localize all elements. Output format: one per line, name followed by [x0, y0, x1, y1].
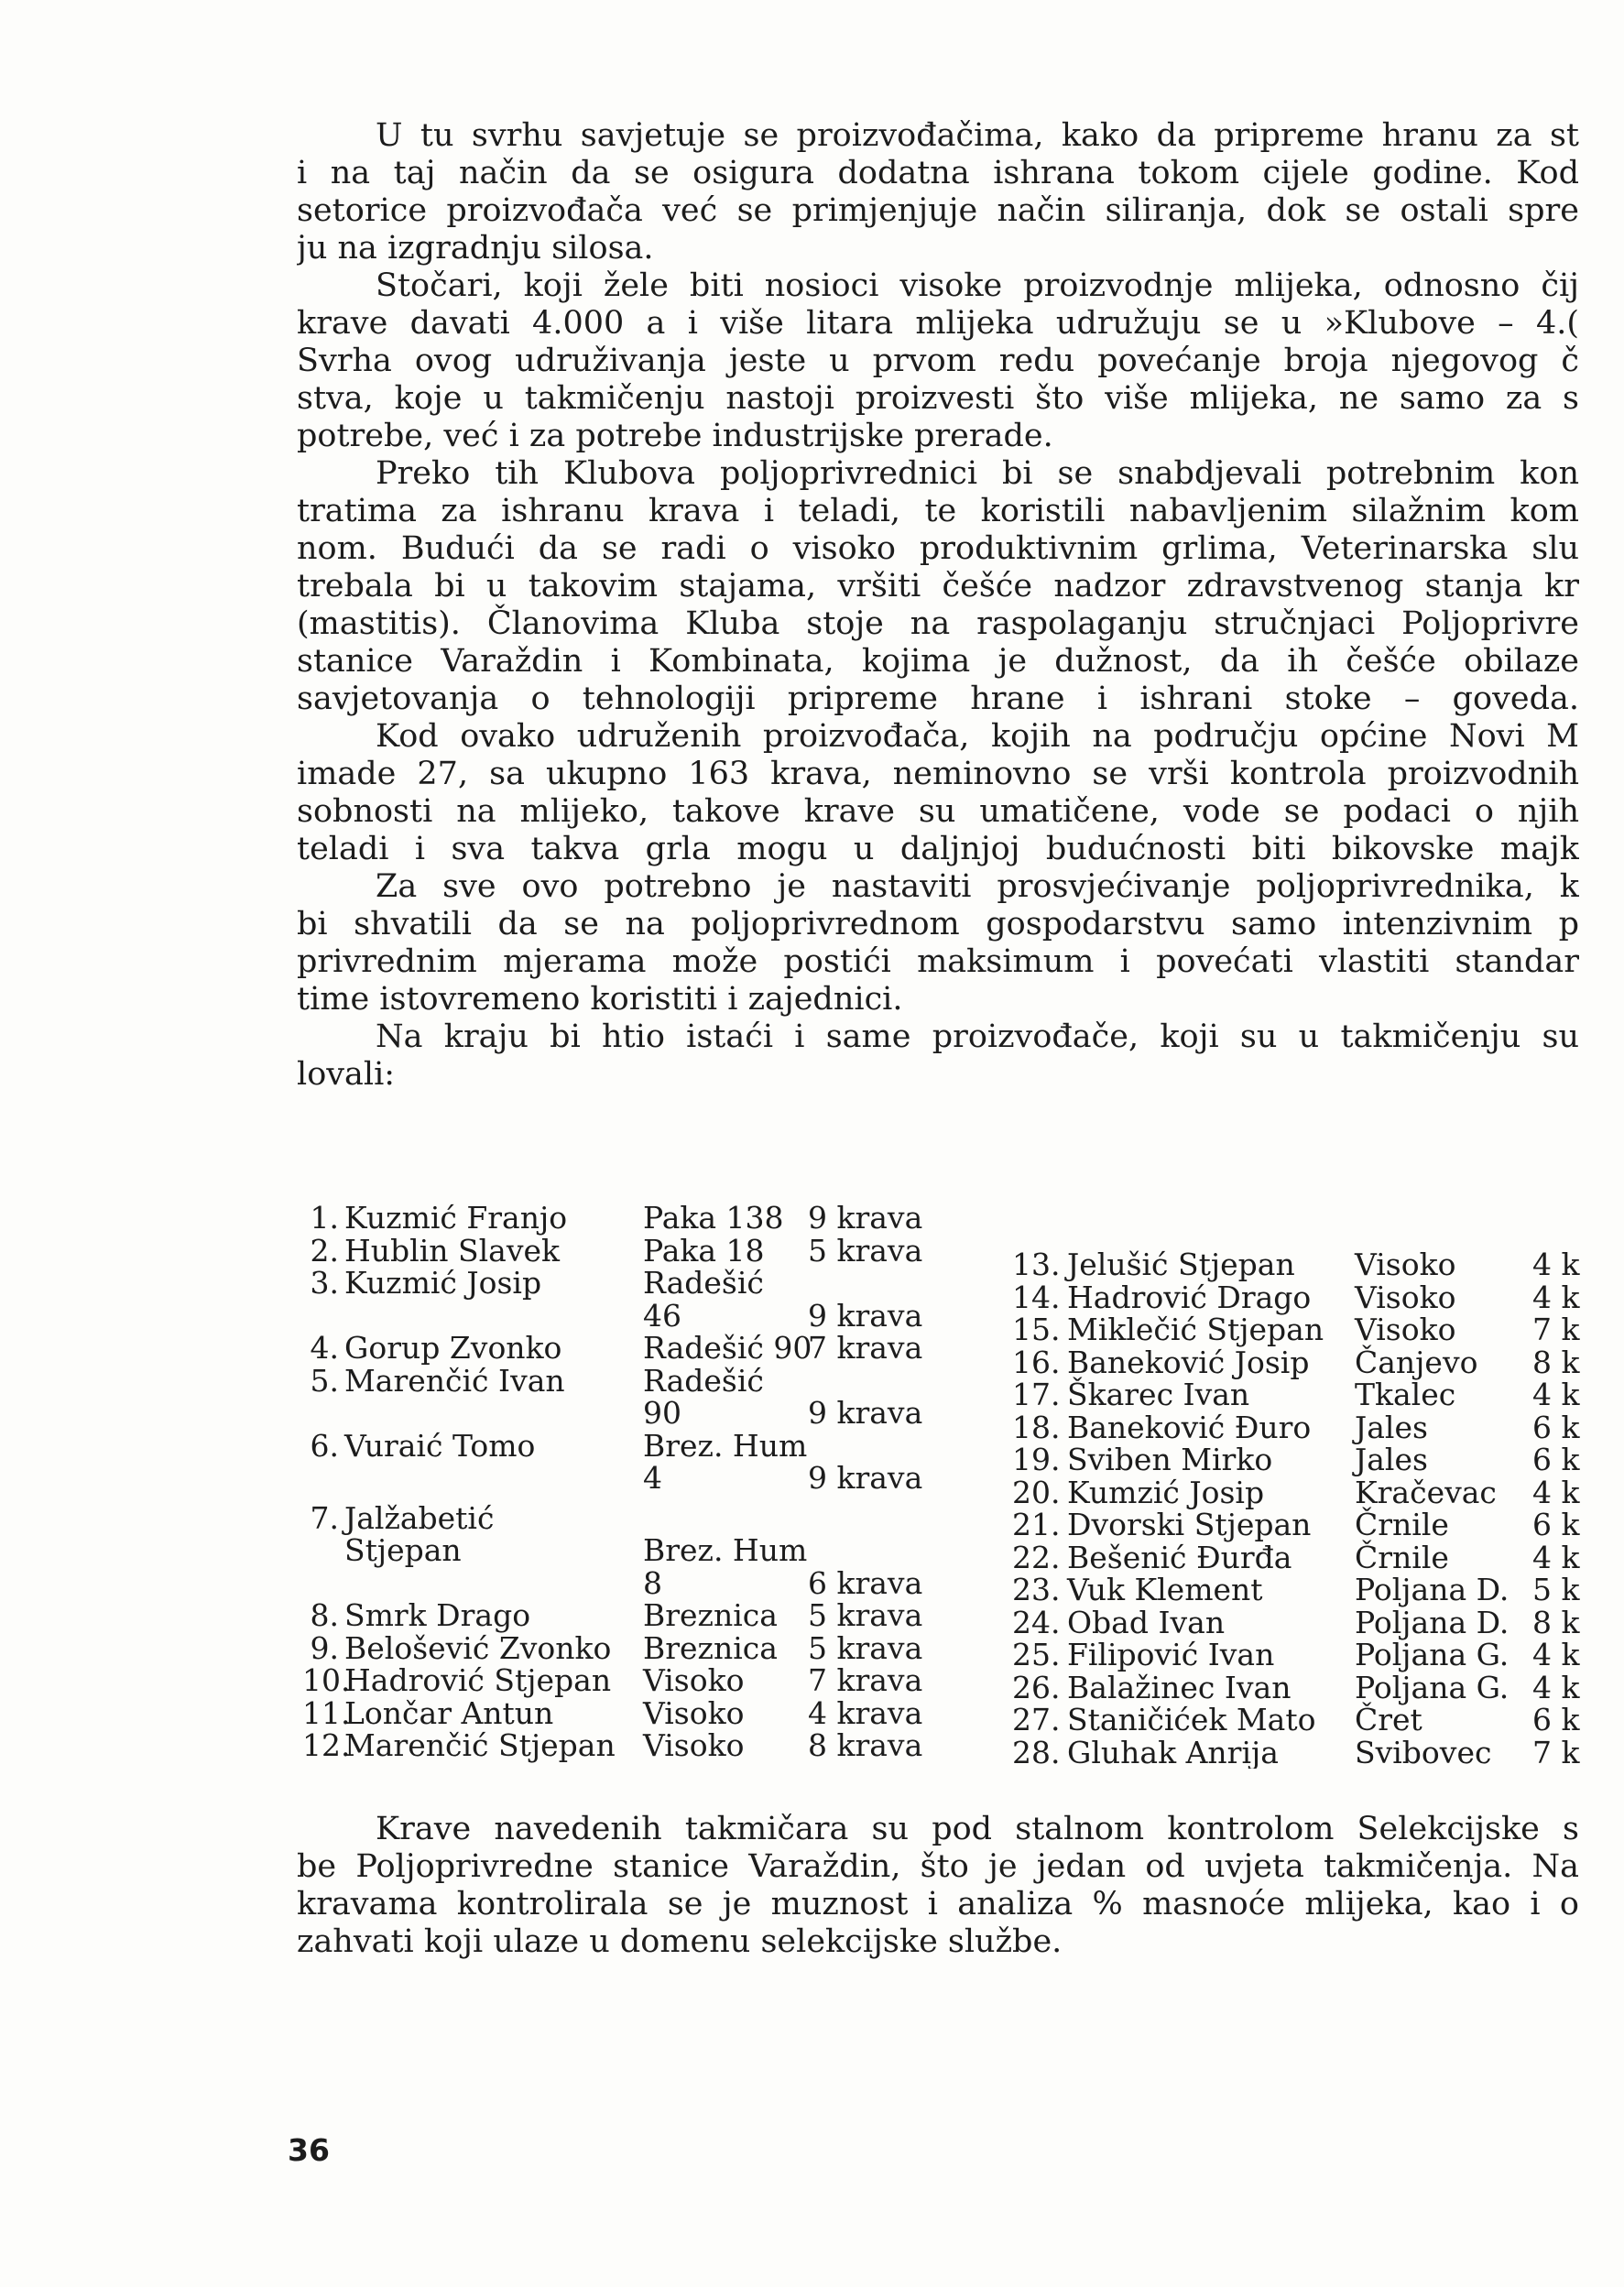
- list-place: Črnile: [1355, 1539, 1449, 1575]
- text-line: sobnosti na mlijeko, takove krave su umatičene, vode se podaci o njih: [297, 793, 1579, 830]
- list-place: Jales: [1355, 1409, 1428, 1445]
- list-place: Radešić: [643, 1362, 764, 1399]
- list-name: Hadrović Stjepan: [344, 1662, 612, 1698]
- list-count: 7 k: [1532, 1734, 1580, 1769]
- list-number: 25.: [1012, 1637, 1061, 1672]
- list-count: 4 k: [1532, 1279, 1580, 1315]
- list-number: 24.: [1012, 1604, 1061, 1640]
- list-place: Paka 138: [643, 1200, 784, 1236]
- list-count: 4 krava: [808, 1694, 923, 1731]
- text-line: U tu svrhu savjetuje se proizvođačima, kako da pripreme hranu za st: [376, 117, 1579, 154]
- list-place: Čanjevo: [1355, 1344, 1478, 1380]
- text-line: Svrha ovog udruživanja jeste u prvom redu povećanje broja njegovog č: [297, 343, 1579, 379]
- text-line: trebala bi u takovim stajama, vršiti češće nadzor zdravstvenog stanja kr: [297, 568, 1579, 604]
- list-name: Lončar Antun: [344, 1694, 554, 1731]
- list-count: 5 k: [1532, 1572, 1580, 1607]
- list-name: Vuraić Tomo: [344, 1427, 536, 1464]
- text-line: setorice proizvođača već se primjenjuje način siliranja, dok se ostali spre: [297, 192, 1579, 229]
- list-name: Gluhak Anrija: [1067, 1734, 1279, 1769]
- text-line: tratima za ishranu krava i teladi, te koristili nabavljenim silažnim kom: [297, 493, 1579, 529]
- list-item: [1012, 1281, 1624, 1314]
- list-number: 3.: [310, 1265, 339, 1301]
- body-text-bottom: [297, 1811, 1579, 1961]
- list-place: Poljana D.: [1355, 1572, 1510, 1607]
- text-line: (mastitis). Članovima Kluba stoje na raspolaganju stručnjaci Poljoprivre: [297, 605, 1579, 642]
- list-count: 7 krava: [808, 1330, 923, 1366]
- list-count: 9 krava: [808, 1297, 923, 1334]
- list-name: Marenčić Stjepan: [344, 1727, 616, 1763]
- list-place: Visoko: [643, 1662, 745, 1698]
- text-line: time istovremeno koristiti i zajednici.: [297, 981, 903, 1018]
- list-item: [302, 1297, 962, 1334]
- list-place: 4: [643, 1460, 662, 1496]
- text-line: ju na izgradnju silosa.: [297, 230, 654, 267]
- text-line: be Poljoprivredne stanice Varaždin, što je jedan od uvjeta takmičenja. Na: [297, 1848, 1579, 1885]
- list-count: 9 krava: [808, 1395, 923, 1431]
- list-number: 15.: [1012, 1312, 1061, 1347]
- list-count: 6 k: [1532, 1702, 1580, 1737]
- list-item: [302, 1232, 962, 1269]
- text-line: savjetovanja o tehnologiji pripreme hrane i ishrani stoke – goveda.: [297, 681, 1579, 717]
- list-number: 26.: [1012, 1669, 1061, 1705]
- list-count: 6 k: [1532, 1507, 1580, 1542]
- list-item: [1012, 1476, 1624, 1509]
- list-item: [302, 1202, 962, 1235]
- list-item: [1012, 1669, 1624, 1705]
- list-item: [1012, 1411, 1624, 1444]
- text-line: privrednim mjerama može postići maksimum i povećati vlastiti standar: [297, 943, 1579, 980]
- text-line: krave davati 4.000 a i više litara mlijeka udružuju se u »Klubove – 4.(: [297, 305, 1579, 342]
- list-number: 10.: [302, 1662, 351, 1698]
- list-count: 4 k: [1532, 1669, 1580, 1705]
- text-line: Preko tih Klubova poljoprivrednici bi se snabdjevali potrebnim kon: [376, 455, 1579, 492]
- list-name: Smrk Drago: [344, 1597, 531, 1633]
- list-count: 6 k: [1532, 1442, 1580, 1477]
- list-place: Breznica: [643, 1629, 778, 1666]
- list-place: Tkalec: [1355, 1377, 1456, 1412]
- list-name: Baneković Josip: [1067, 1344, 1310, 1380]
- list-name: Balažinec Ivan: [1067, 1669, 1292, 1705]
- list-number: 11.: [302, 1694, 351, 1731]
- list-item: [1012, 1639, 1624, 1672]
- list-item: [302, 1564, 962, 1601]
- list-number: 21.: [1012, 1507, 1061, 1542]
- list-count: 5 krava: [808, 1629, 923, 1666]
- list-place: Brez. Hum: [643, 1532, 808, 1568]
- list-place: Radešić 90: [643, 1330, 812, 1366]
- list-place: Poljana G.: [1355, 1669, 1510, 1705]
- page-number: 36: [288, 2132, 330, 2168]
- list-name: Belošević Zvonko: [344, 1629, 612, 1666]
- list-item: [1012, 1541, 1624, 1574]
- list-item: [1012, 1574, 1624, 1606]
- list-number: 22.: [1012, 1539, 1061, 1575]
- list-place: 46: [643, 1297, 681, 1334]
- list-name: Gorup Zvonko: [344, 1330, 562, 1366]
- list-name: Jalžabetić: [344, 1499, 495, 1536]
- text-line: zahvati koji ulaze u domenu selekcijske službe.: [297, 1923, 1063, 1960]
- list-count: 4 k: [1532, 1248, 1580, 1282]
- list-item: [302, 1694, 962, 1731]
- list-number: 2.: [310, 1232, 339, 1269]
- list-number: 12.: [302, 1727, 351, 1763]
- list-name: Filipović Ivan: [1067, 1637, 1275, 1672]
- list-item: [1012, 1313, 1624, 1346]
- list-name: Škarec Ivan: [1067, 1377, 1250, 1412]
- competitor-list-right: [1012, 1248, 1624, 1769]
- list-name: Bešenić Đurđa: [1067, 1539, 1292, 1575]
- text-line: bi shvatili da se na poljoprivrednom gospodarstvu samo intenzivnim p: [297, 906, 1579, 942]
- list-item: [302, 1729, 962, 1762]
- list-place: 8: [643, 1564, 662, 1601]
- list-name: Hublin Slavek: [344, 1232, 561, 1269]
- text-line: stva, koje u takmičenju nastoji proizvesti što više mlijeka, ne samo za s: [297, 380, 1579, 417]
- list-place: Visoko: [1355, 1279, 1456, 1315]
- body-text-top: [297, 117, 1579, 1094]
- list-number: 9.: [310, 1629, 339, 1666]
- text-line: nom. Budući da se radi o visoko produktivnim grlima, Veterinarska slu: [297, 530, 1579, 567]
- list-place: Črnile: [1355, 1507, 1449, 1542]
- list-name: Stjepan: [344, 1532, 462, 1568]
- list-name: Dvorski Stjepan: [1067, 1507, 1312, 1542]
- list-item: [302, 1664, 962, 1697]
- list-item: [302, 1267, 962, 1300]
- list-name: Vuk Klement: [1067, 1572, 1263, 1607]
- list-number: 7.: [310, 1499, 339, 1536]
- list-number: 6.: [310, 1427, 339, 1464]
- list-name: Miklečić Stjepan: [1067, 1312, 1324, 1347]
- list-item: [302, 1499, 962, 1536]
- list-number: 8.: [310, 1597, 339, 1633]
- list-name: Obad Ivan: [1067, 1604, 1226, 1640]
- list-count: 8 k: [1532, 1604, 1580, 1640]
- list-item: [1012, 1378, 1624, 1411]
- list-item: [1012, 1606, 1624, 1639]
- text-line: kravama kontrolirala se je muznost i analiza % masnoće mlijeka, kao i o: [297, 1886, 1579, 1922]
- list-place: Visoko: [1355, 1248, 1456, 1282]
- list-number: 20.: [1012, 1474, 1061, 1510]
- list-place: Visoko: [643, 1694, 745, 1731]
- list-name: Hadrović Drago: [1067, 1279, 1312, 1315]
- list-place: Visoko: [643, 1727, 745, 1763]
- list-place: Brez. Hum: [643, 1427, 808, 1464]
- text-line: Kod ovako udruženih proizvođača, kojih na području općine Novi M: [376, 718, 1579, 755]
- list-count: 9 krava: [808, 1460, 923, 1496]
- list-count: 7 krava: [808, 1662, 923, 1698]
- list-number: 5.: [310, 1362, 339, 1399]
- list-place: Paka 18: [643, 1232, 765, 1269]
- list-item: [1012, 1508, 1624, 1541]
- list-count: 5 krava: [808, 1232, 923, 1269]
- list-item: [302, 1462, 962, 1495]
- list-number: 18.: [1012, 1409, 1061, 1445]
- list-item: [1012, 1443, 1624, 1476]
- list-number: 16.: [1012, 1344, 1061, 1380]
- list-count: 4 k: [1532, 1377, 1580, 1412]
- list-item: [302, 1397, 962, 1430]
- list-number: 28.: [1012, 1734, 1061, 1769]
- list-number: 27.: [1012, 1702, 1061, 1737]
- list-name: Kumzić Josip: [1067, 1474, 1265, 1510]
- list-count: 7 k: [1532, 1312, 1580, 1347]
- list-number: 23.: [1012, 1572, 1061, 1607]
- list-item: [1012, 1704, 1624, 1737]
- list-item: [302, 1362, 962, 1399]
- text-line: Za sve ovo potrebno je nastaviti prosvjećivanje poljoprivrednika, k: [376, 868, 1579, 905]
- list-item: [302, 1629, 962, 1666]
- list-name: Kuzmić Josip: [344, 1265, 542, 1301]
- list-item: [1012, 1248, 1624, 1281]
- list-number: 13.: [1012, 1248, 1061, 1282]
- list-number: 1.: [310, 1200, 339, 1236]
- text-line: i na taj način da se osigura dodatna ishrana tokom cijele godine. Kod: [297, 155, 1579, 191]
- list-item: [302, 1534, 962, 1567]
- list-place: Visoko: [1355, 1312, 1456, 1347]
- list-place: Poljana G.: [1355, 1637, 1510, 1672]
- list-name: Baneković Đuro: [1067, 1409, 1312, 1445]
- list-count: 4 k: [1532, 1539, 1580, 1575]
- list-number: 17.: [1012, 1377, 1061, 1412]
- text-line: Na kraju bi htio istaći i same proizvođače, koji su u takmičenju su: [376, 1018, 1579, 1055]
- list-number: 14.: [1012, 1279, 1061, 1315]
- list-count: 5 krava: [808, 1597, 923, 1633]
- list-name: Jelušić Stjepan: [1067, 1248, 1295, 1282]
- list-count: 8 krava: [808, 1727, 923, 1763]
- list-count: 6 krava: [808, 1564, 923, 1601]
- list-place: Breznica: [643, 1597, 778, 1633]
- list-place: Poljana D.: [1355, 1604, 1510, 1640]
- list-name: Staničićek Mato: [1067, 1702, 1316, 1737]
- list-name: Marenčić Ivan: [344, 1362, 565, 1399]
- list-place: Jales: [1355, 1442, 1428, 1477]
- list-name: Kuzmić Franjo: [344, 1200, 568, 1236]
- list-number: 4.: [310, 1330, 339, 1366]
- list-count: 4 k: [1532, 1637, 1580, 1672]
- list-item: [302, 1427, 962, 1464]
- list-count: 8 k: [1532, 1344, 1580, 1380]
- list-count: 4 k: [1532, 1474, 1580, 1510]
- list-count: 6 k: [1532, 1409, 1580, 1445]
- list-item: [302, 1599, 962, 1632]
- text-line: Stočari, koji žele biti nosioci visoke proizvodnje mlijeka, odnosno čij: [376, 267, 1579, 304]
- text-line: imade 27, sa ukupno 163 krava, neminovno se vrši kontrola proizvodnih: [297, 756, 1579, 792]
- list-count: 9 krava: [808, 1200, 923, 1236]
- list-place: 90: [643, 1395, 681, 1431]
- text-line: potrebe, već i za potrebe industrijske prerade.: [297, 418, 1053, 454]
- text-line: teladi i sva takva grla mogu u daljnjoj budućnosti biti bikovske majk: [297, 831, 1579, 867]
- list-item: [1012, 1346, 1624, 1379]
- list-place: Čret: [1355, 1702, 1422, 1737]
- text-line: stanice Varaždin i Kombinata, kojima je dužnost, da ih češće obilaze: [297, 643, 1579, 680]
- competitor-list-left: [302, 1202, 962, 1762]
- list-item: [1012, 1734, 1624, 1770]
- list-number: 19.: [1012, 1442, 1061, 1477]
- list-place: Radešić: [643, 1265, 764, 1301]
- text-line: Krave navedenih takmičara su pod stalnom kontrolom Selekcijske s: [376, 1811, 1579, 1847]
- list-place: Kračevac: [1355, 1474, 1497, 1510]
- list-place: Svibovec: [1355, 1734, 1492, 1769]
- list-item: [302, 1332, 962, 1365]
- text-line: lovali:: [297, 1056, 396, 1093]
- list-name: Sviben Mirko: [1067, 1442, 1273, 1477]
